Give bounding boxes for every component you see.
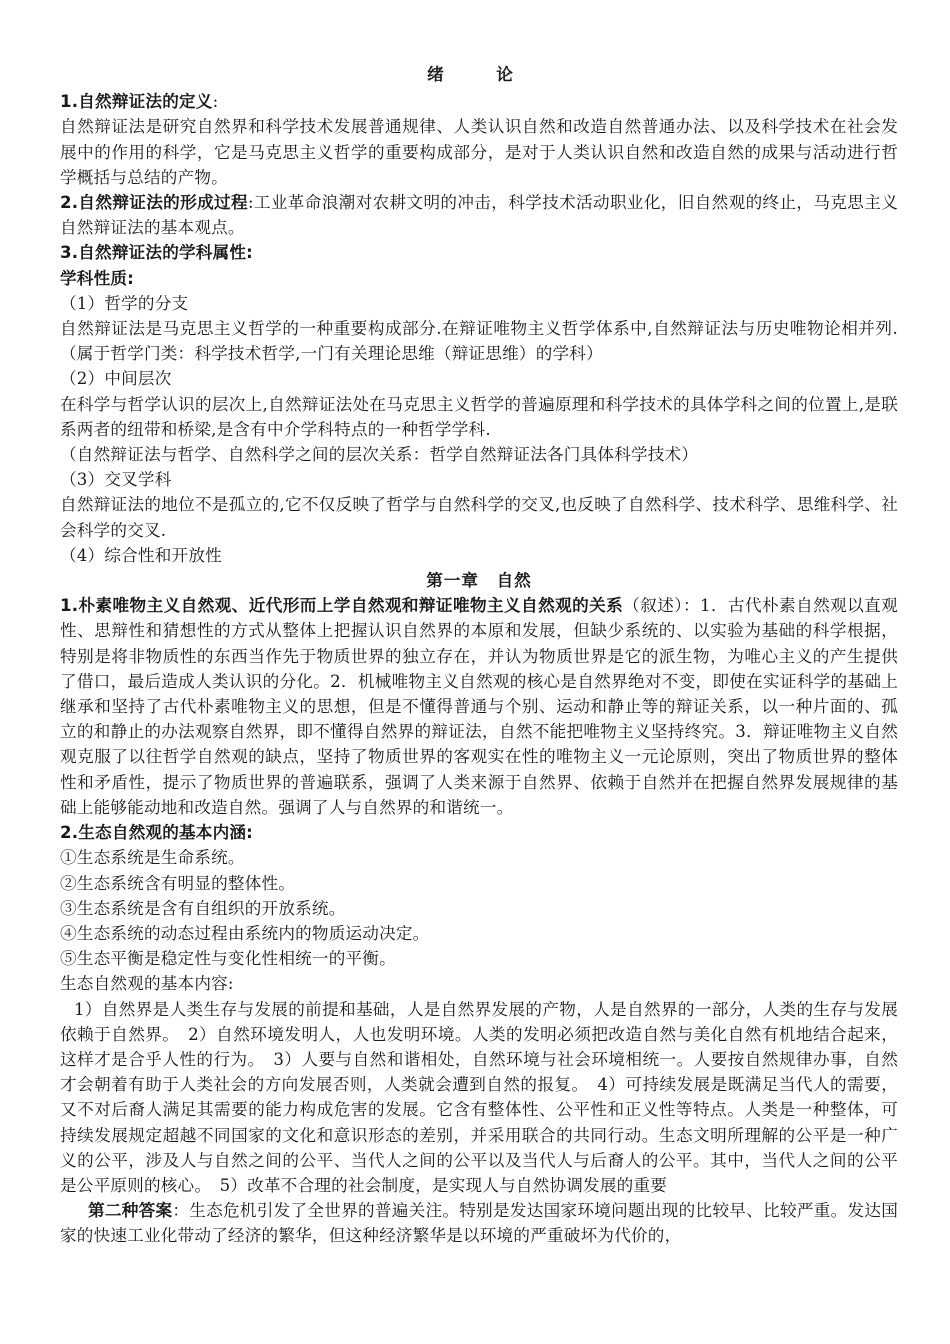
second-answer-heading: 第二种答案 — [88, 1201, 173, 1221]
chapter-title: 第一章 自然 — [426, 571, 532, 591]
middle-level-note: （自然辩证法与哲学、自然科学之间的层次关系：哲学自然辩证法各门具体科学技术） — [60, 445, 699, 465]
philosophy-branch-text: 自然辩证法是马克思主义哲学的一种重要构成部分.在辩证唯物主义哲学体系中,自然辩证法与历史唯物论相并列.（属于哲学门类：科学技术哲学,一门有关理论思维（辩证思维）的学科） — [60, 319, 898, 364]
subheading-philosophy-branch: （1）哲学的分支 — [60, 293, 189, 313]
list-item: ④生态系统的动态过程由系统内的物质运动决定。 — [60, 923, 430, 943]
definition-heading — [60, 89, 898, 114]
relationship-text: （叙述）：1．古代朴素自然观以直观性、思辩性和猜想性的方式从整体上把握认识自然界的本原和发展，但缺少系统的、以实验为基础的科学根据，特别是将非物质性的东西当作先于物质世界的独立存在，并认为物质世界是它的派生物，为唯心主义的产生提供了借口，最后造成人类认识的分化。2．机械唯物主义自然观的核心是自然界绝对不变，即使在实证科学的基础上继承和坚持了古代朴素唯物主义的思想，但是不懂得普通与个别、运动和静止等的辩证关系，以一种片面的、孤立的和静止的办法观察自然界，即不懂得自然界的辩证法，自然不能把唯物主义坚持终究。3．辩证唯物主义自然观克服了以往哲学自然观的缺点，坚持了物质世界的客观实在性的唯物主义一元论原则，突出了物质世界的整体性和矛盾性，提示了物质世界的普遍联系，强调了人类来源于自然界、依赖于自然并在把握自然界发展规律的基础上能够能动地和改造自然。强调了人与自然界的和谐统一。 — [60, 596, 898, 817]
subheading-middle-level: （2）中间层次 — [60, 369, 172, 389]
subheading-cross-discipline: （3）交叉学科 — [60, 470, 172, 490]
ecology-content-text: 1）自然界是人类生存与发展的前提和基础，人是自然界发展的产物，人是自然界的一部分，人类的生存与发展依赖于自然界。 2）自然环境发明人，人也发明环境。人类的发明必须把改造自然与美化自然有机地结合起来，这样才是合乎人性的行为。 3）人要与自然和谐相处，自然环境与社会环境相统一。人要按自然规律办事，自然才会朝着有助于人类社会的方向发展否则，人类就会遭到自然的报复。 4）可持续发展是既满足当代人的需要，又不对后裔人满足其需要的能力构成危害的发展。它含有整体性、公平性和正义性等特点。人类是一种整体，可持续发展规定超越不同国家的文化和意识形态的差别，并采用联合的共同行动。生态文明所理解的公平是一种广义的公平，涉及人与自然之间的公平、当代人之间的公平以及当代人与后裔人的公平。其中，当代人之间的公平是公平原则的核心。 5）改革不合理的社会制度，是实现人与自然协调发展的重要 — [60, 999, 898, 1195]
formation-paragraph — [60, 190, 898, 240]
second-answer-text: ：生态危机引发了全世界的普遍关注。特别是发达国家环境问题出现的比较早、比较严重。发达国家的快速工业化带动了经济的繁华，但这种经济繁华是以环境的严重破坏为代价的， — [60, 1201, 898, 1246]
formation-heading: 2.自然辩证法的形成过程 — [60, 193, 248, 213]
list-item: ③生态系统是含有自组织的开放系统。 — [60, 898, 346, 918]
list-item: ①生态系统是生命系统。 — [60, 848, 245, 868]
middle-level-text: 在科学与哲学认识的层次上,自然辩证法处在马克思主义哲学的普遍原理和科学技术的具体学科之间的位置上,是联系两者的纽带和桥梁,是含有中介学科特点的一种哲学学科. — [60, 394, 898, 439]
list-item: ⑤生态平衡是稳定性与变化性相统一的平衡。 — [60, 949, 396, 969]
definition-heading-colon: : — [212, 92, 219, 112]
relationship-heading: 1.朴素唯物主义自然观、近代形而上学自然观和辩证唯物主义自然观的关系 — [60, 596, 624, 616]
definition-heading-label: 1.自然辩证法的定义 — [60, 92, 213, 112]
ecology-content-heading: 生态自然观的基本内容: — [60, 974, 234, 994]
page-title: 绪 论 — [427, 65, 531, 84]
cross-discipline-text: 自然辩证法的地位不是孤立的,它不仅反映了哲学与自然科学的交叉,也反映了自然科学、技术科学、思维科学、社会科学的交叉. — [60, 495, 898, 540]
definition-paragraph: 自然辩证法是研究自然界和科学技术发展普通规律、人类认识自然和改造自然普通办法、以及科学技术在社会发展中的作用的科学，它是马克思主义哲学的重要构成部分，是对于人类认识自然和改造自然的成果与活动进行哲学概括与总结的产物。 — [60, 117, 898, 187]
ecology-connotation-heading: 2.生态自然观的基本内涵: — [60, 823, 254, 843]
formation-text: :工业革命浪潮对农耕文明的冲击，科学技术活动职业化，旧自然观的终止，马克思主义自然辩证法的基本观点。 — [60, 193, 898, 238]
nature-heading: 学科性质: — [60, 268, 135, 288]
subheading-comprehensive: （4）综合性和开放性 — [60, 545, 222, 565]
list-item: ②生态系统含有明显的整体性。 — [60, 873, 296, 893]
second-answer-paragraph — [60, 1198, 898, 1248]
relationship-paragraph — [60, 593, 898, 820]
attributes-heading: 3.自然辩证法的学科属性: — [60, 243, 254, 263]
